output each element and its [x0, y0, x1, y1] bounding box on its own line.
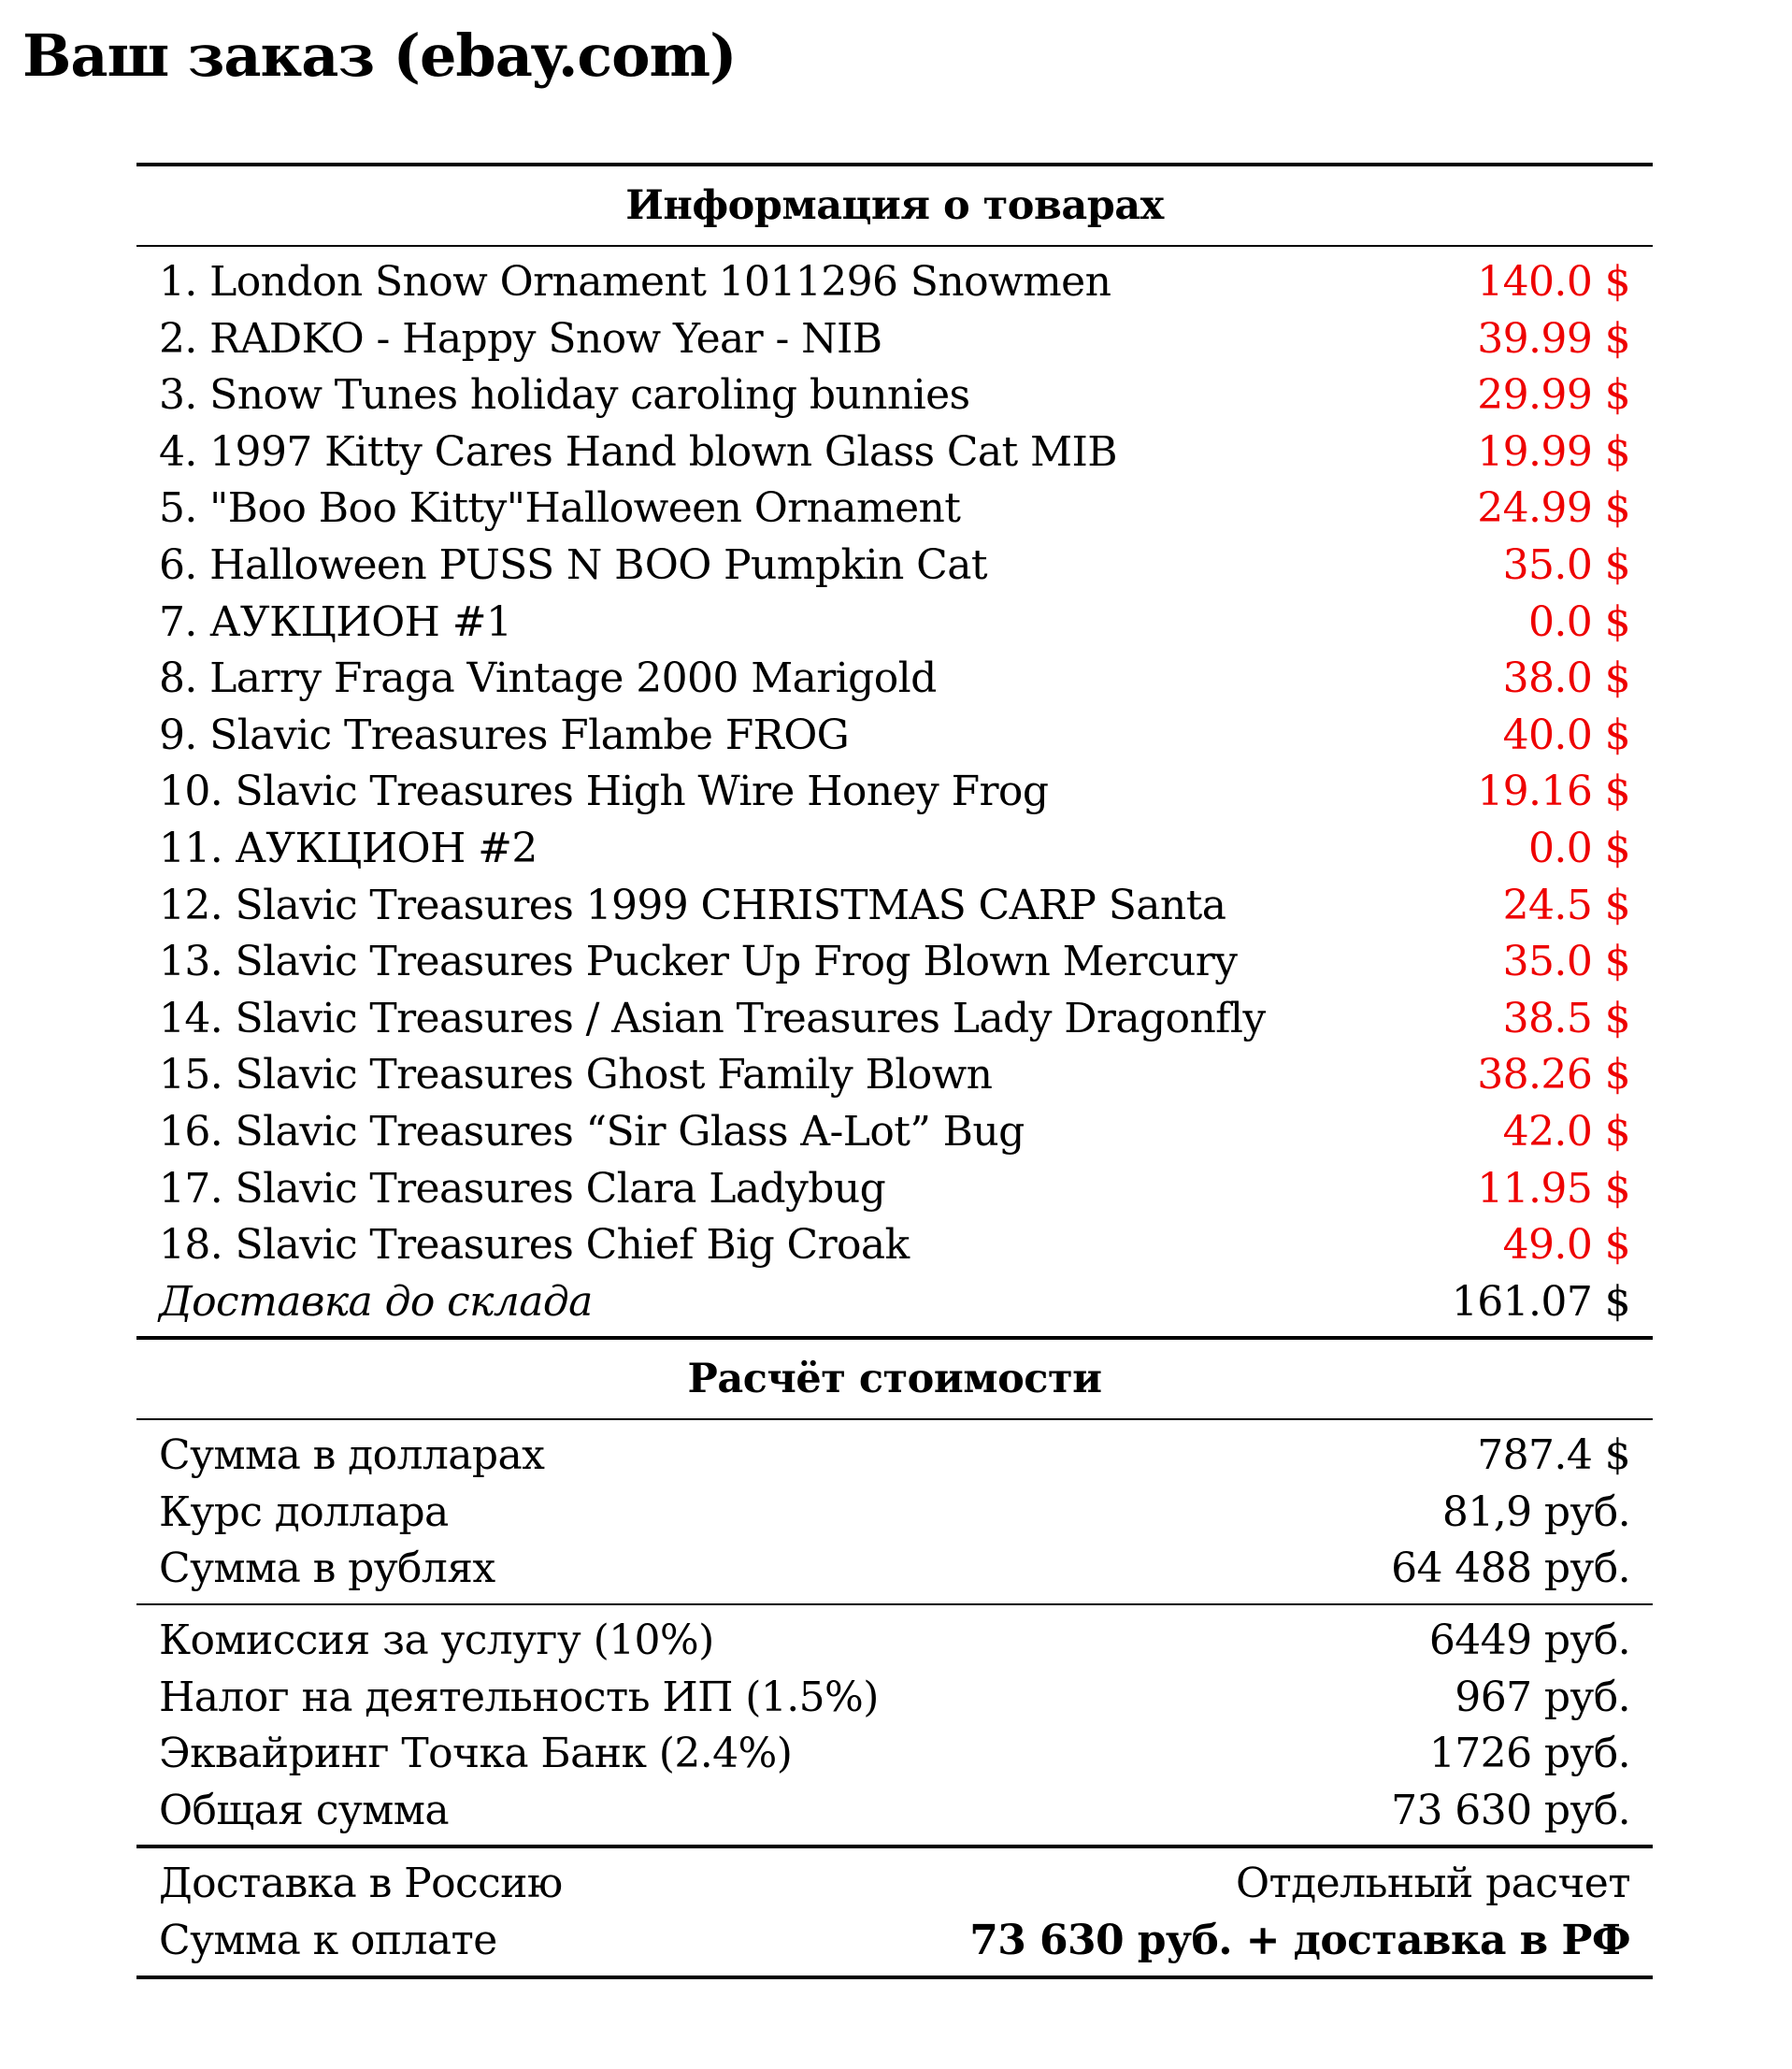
tax-label: Налог на деятельность ИП (1.5%): [159, 1673, 879, 1721]
item-row: [136, 254, 1653, 311]
item-label: 15. Slavic Treasures Ghost Family Blown: [159, 1051, 993, 1099]
item-price: 19.99 $: [1477, 427, 1630, 476]
exchange-rate-label: Курс доллара: [159, 1487, 449, 1536]
item-price: 29.99 $: [1477, 371, 1630, 420]
acquiring-value: 1726 руб.: [1428, 1730, 1630, 1778]
fees-group: [136, 1605, 1653, 1845]
warehouse-delivery-value: 161.07 $: [1451, 1277, 1630, 1326]
item-label: 5. "Boo Boo Kitty"Halloween Ornament: [159, 484, 961, 533]
commission-row: [136, 1613, 1653, 1670]
exchange-rate-value: 81,9 руб.: [1441, 1487, 1630, 1536]
tax-value: 967 руб.: [1455, 1673, 1630, 1721]
russia-delivery-label: Доставка в Россию: [159, 1860, 563, 1908]
page-title: Ваш заказ (ebay.com): [22, 22, 737, 90]
item-row: [136, 878, 1653, 935]
item-price: 24.99 $: [1477, 484, 1630, 533]
acquiring-label: Эквайринг Точка Банк (2.4%): [159, 1730, 793, 1778]
item-label: 12. Slavic Treasures 1999 CHRISTMAS CARP Santa: [159, 881, 1226, 929]
sum-rub-row: [136, 1541, 1653, 1598]
tax-row: [136, 1670, 1653, 1727]
item-label: 13. Slavic Treasures Pucker Up Frog Blown Mercury: [159, 938, 1238, 986]
item-row: [136, 934, 1653, 991]
item-row: [136, 1217, 1653, 1274]
item-row: [136, 708, 1653, 765]
russia-delivery-value: Отдельный расчет: [1235, 1860, 1630, 1908]
item-price: 38.0 $: [1502, 654, 1630, 703]
item-row: [136, 821, 1653, 878]
warehouse-delivery-row: [136, 1274, 1653, 1331]
divider: [136, 1976, 1653, 1979]
item-price: 38.5 $: [1502, 994, 1630, 1042]
sum-usd-label: Сумма в долларах: [159, 1431, 545, 1480]
amount-due-value: 73 630 руб. + доставка в РФ: [969, 1917, 1630, 1965]
item-row: [136, 764, 1653, 821]
item-row: [136, 367, 1653, 424]
item-price: 0.0 $: [1528, 824, 1630, 872]
currency-group: [136, 1420, 1653, 1603]
item-label: 3. Snow Tunes holiday caroling bunnies: [159, 371, 970, 420]
item-label: 7. АУКЦИОН #1: [159, 597, 512, 646]
item-row: [136, 1104, 1653, 1161]
item-row: [136, 481, 1653, 538]
order-summary: [136, 163, 1653, 1979]
item-label: 17. Slavic Treasures Clara Ladybug: [159, 1164, 886, 1213]
item-label: 8. Larry Fraga Vintage 2000 Marigold: [159, 654, 937, 703]
item-label: 9. Slavic Treasures Flambe FROG: [159, 711, 850, 759]
item-row: [136, 538, 1653, 595]
item-price: 24.5 $: [1502, 881, 1630, 929]
payment-group: [136, 1848, 1653, 1975]
sum-rub-label: Сумма в рублях: [159, 1545, 495, 1593]
item-label: 2. RADKO - Happy Snow Year - NIB: [159, 314, 882, 363]
item-label: 6. Halloween PUSS N BOO Pumpkin Cat: [159, 540, 987, 589]
acquiring-row: [136, 1726, 1653, 1783]
item-row: [136, 1047, 1653, 1104]
exchange-rate-row: [136, 1485, 1653, 1542]
item-row: [136, 311, 1653, 368]
calc-section-heading: Расчёт стоимости: [687, 1356, 1102, 1403]
sum-rub-value: 64 488 руб.: [1391, 1545, 1630, 1593]
item-price: 11.95 $: [1477, 1164, 1630, 1213]
item-price: 42.0 $: [1502, 1107, 1630, 1156]
item-label: 11. АУКЦИОН #2: [159, 824, 538, 872]
total-value: 73 630 руб.: [1391, 1786, 1630, 1834]
item-price: 35.0 $: [1502, 938, 1630, 986]
amount-due-label: Сумма к оплате: [159, 1917, 497, 1965]
item-label: 16. Slavic Treasures “Sir Glass A-Lot” Bug: [159, 1107, 1025, 1156]
item-row: [136, 651, 1653, 708]
item-price: 0.0 $: [1528, 597, 1630, 646]
russia-delivery-row: [136, 1856, 1653, 1913]
commission-value: 6449 руб.: [1428, 1616, 1630, 1665]
amount-due-row: [136, 1913, 1653, 1970]
item-price: 140.0 $: [1477, 258, 1630, 306]
item-label: 18. Slavic Treasures Chief Big Croak: [159, 1221, 910, 1270]
item-row: [136, 424, 1653, 481]
item-price: 39.99 $: [1477, 314, 1630, 363]
item-price: 35.0 $: [1502, 540, 1630, 589]
sum-usd-row: [136, 1428, 1653, 1485]
item-label: 10. Slavic Treasures High Wire Honey Frog: [159, 768, 1049, 816]
item-row: [136, 991, 1653, 1048]
items-section-heading: Информация о товарах: [625, 182, 1164, 229]
item-row: [136, 595, 1653, 652]
sum-usd-value: 787.4 $: [1477, 1431, 1630, 1480]
item-label: 14. Slavic Treasures / Asian Treasures Lady Dragonfly: [159, 994, 1266, 1042]
item-price: 38.26 $: [1477, 1051, 1630, 1099]
item-label: 4. 1997 Kitty Cares Hand blown Glass Cat MIB: [159, 427, 1117, 476]
item-price: 19.16 $: [1477, 768, 1630, 816]
total-label: Общая сумма: [159, 1786, 450, 1834]
item-label: 1. London Snow Ornament 1011296 Snowmen: [159, 258, 1111, 306]
items-list: [136, 247, 1653, 1336]
total-row: [136, 1783, 1653, 1840]
commission-label: Комиссия за услугу (10%): [159, 1616, 714, 1665]
item-price: 49.0 $: [1502, 1221, 1630, 1270]
item-row: [136, 1161, 1653, 1218]
item-price: 40.0 $: [1502, 711, 1630, 759]
warehouse-delivery-label: Доставка до склада: [159, 1277, 593, 1326]
